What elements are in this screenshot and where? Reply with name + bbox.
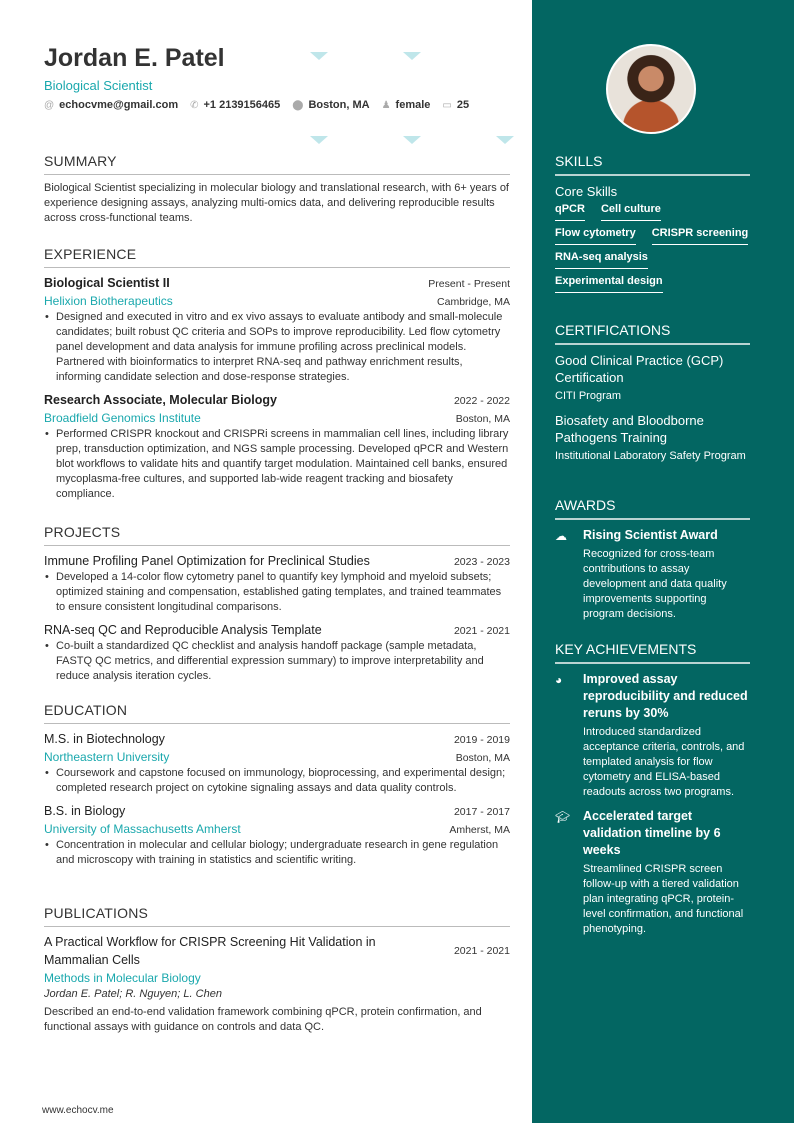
achievement-title: Accelerated target validation timeline by 6 weeks <box>583 809 721 857</box>
achievements-section <box>555 641 750 945</box>
employer: Broadfield Genomics Institute <box>44 411 201 425</box>
skill-list <box>555 203 750 299</box>
school: University of Massachusetts Amherst <box>44 822 241 836</box>
education-bullet: • Coursework and capstone focused on immunology, bioprocessing, and experimental design; completed research project on cytokine signaling assays and data quality controls. <box>44 766 510 796</box>
decor-triangle <box>496 136 514 144</box>
summary-section <box>44 153 510 226</box>
skills-section <box>555 153 750 299</box>
publication-dates: 2021 - 2021 <box>453 945 510 957</box>
job-bullet: • Performed CRISPR knockout and CRISPRi screens in mammalian cell lines, including library prep, transduction optimization, and NGS sample processing. Developed qPCR and Western blot workflows to validate hits and quantify target modulation. Maintained cell banks, ensured mycoplasma-free cultures, and supported lab-wide reagent tracking and biosafety compliance. <box>44 427 510 502</box>
candidate-name: Jordan E. Patel <box>44 44 225 72</box>
employer: Helixion Biotherapeutics <box>44 294 173 308</box>
contact-email[interactable]: @ echocvme@gmail.com <box>44 99 179 111</box>
project-item <box>44 621 510 684</box>
summary-text: Biological Scientist specializing in molecular biology and translational research, with 6+ years of experience designing assays, analyzing multi-omics data, and delivering reproducible results across cross-functional teams. <box>44 182 509 224</box>
decor-triangle <box>310 136 328 144</box>
publication-authors: Jordan E. Patel; R. Nguyen; L. Chen <box>44 988 222 1000</box>
projects-section <box>44 524 510 690</box>
certification-name: Good Clinical Practice (GCP) Certification <box>555 353 724 385</box>
experience-section <box>44 246 510 508</box>
publication-description: Described an end-to-end validation framework combining qPCR, protein confirmation, and functional assays with guidance on controls and data QC. <box>44 1006 482 1033</box>
project-dates: 2023 - 2023 <box>453 556 510 568</box>
project-item <box>44 552 510 615</box>
contact-bar <box>44 99 469 111</box>
graduation-cap-icon: 🎓︎ <box>555 810 571 824</box>
degree: M.S. in Biotechnology <box>44 732 165 746</box>
achievement-description: Introduced standardized acceptance criteria, controls, and templated analysis for flow cytometry and ELISA-based readouts across two programs. <box>583 726 745 798</box>
project-bullet: • Developed a 14-color flow cytometry panel to quantify key lymphoid and myeloid subsets; optimized staining and compensation, established gating templates, and trained teammates to ensure consistent longitudinal comparisons. <box>44 570 510 615</box>
degree: B.S. in Biology <box>44 804 126 818</box>
decor-triangle <box>403 52 421 60</box>
project-dates: 2021 - 2021 <box>453 625 510 637</box>
skill-chip: Experimental design <box>555 275 663 293</box>
education-bullet: • Concentration in molecular and cellular biology; undergraduate research in gene regulation and microscopy with training in statistics and scientific writing. <box>44 838 510 868</box>
calendar-icon: ▭ <box>442 100 452 111</box>
project-title: Immune Profiling Panel Optimization for Preclinical Studies <box>44 554 370 568</box>
person-icon: ♟ <box>381 100 391 111</box>
cloud-icon: ☁ <box>555 529 567 543</box>
location-pin-icon: ⬤ <box>292 100 304 111</box>
experience-item <box>44 391 510 502</box>
section-heading: SUMMARY <box>44 153 510 175</box>
candidate-title: Biological Scientist <box>44 78 153 93</box>
skill-chip: qPCR <box>555 203 585 221</box>
education-item <box>44 730 510 796</box>
achievement-description: Streamlined CRISPR screen follow-up with a tiered validation plan integrating qPCR, protein-level confirmation, and functional phenotyping. <box>583 863 744 935</box>
contact-phone: ✆ +1 2139156465 <box>190 99 281 111</box>
contact-age: ▭ 25 <box>442 99 470 111</box>
skill-chip: Cell culture <box>601 203 661 221</box>
section-heading: SKILLS <box>555 153 750 176</box>
education-item <box>44 802 510 868</box>
phone-icon: ✆ <box>190 100 199 111</box>
pie-chart-icon: ◕ <box>555 673 563 687</box>
publication-title: A Practical Workflow for CRISPR Screening Hit Validation in Mammalian Cells <box>44 935 376 967</box>
certification-issuer: CITI Program <box>555 390 622 402</box>
project-bullet: • Co-built a standardized QC checklist and analysis handoff package (sample metadata, FASTQ QC metrics, and differential expression summary) to improve interpretability and reduce analysis iteration cycles. <box>44 639 510 684</box>
school: Northeastern University <box>44 750 170 764</box>
award-description: Recognized for cross-team contributions to assay development and data quality improvements supporting program decisions. <box>583 548 727 620</box>
award-title: Rising Scientist Award <box>583 528 718 542</box>
certification-name: Biosafety and Bloodborne Pathogens Training <box>555 413 704 445</box>
award-item <box>555 527 750 622</box>
job-location: Boston, MA <box>455 413 510 425</box>
certification-issuer: Institutional Laboratory Safety Program <box>555 450 746 462</box>
publications-section <box>44 905 510 1035</box>
job-location: Cambridge, MA <box>437 296 510 308</box>
decor-triangle <box>403 136 421 144</box>
skill-group-title: Core Skills <box>555 184 618 199</box>
job-dates: Present - Present <box>428 278 510 290</box>
section-heading: KEY ACHIEVEMENTS <box>555 641 750 664</box>
contact-location: ⬤ Boston, MA <box>292 99 370 111</box>
achievement-item <box>555 671 750 800</box>
education-section <box>44 702 510 874</box>
achievement-title: Improved assay reproducibility and reduced reruns by 30% <box>583 672 748 720</box>
job-title: Research Associate, Molecular Biology <box>44 393 277 407</box>
achievement-item <box>555 808 750 937</box>
experience-item <box>44 274 510 385</box>
school-location: Amherst, MA <box>449 824 510 836</box>
job-dates: 2022 - 2022 <box>453 395 510 407</box>
awards-section <box>555 497 750 630</box>
project-title: RNA-seq QC and Reproducible Analysis Template <box>44 623 322 637</box>
section-heading: AWARDS <box>555 497 750 520</box>
decor-triangle <box>310 52 328 60</box>
section-heading: PROJECTS <box>44 524 510 546</box>
skill-chip: RNA-seq analysis <box>555 251 648 269</box>
section-heading: CERTIFICATIONS <box>555 322 750 345</box>
publication-journal: Methods in Molecular Biology <box>44 971 201 985</box>
at-icon: @ <box>44 100 55 111</box>
section-heading: EXPERIENCE <box>44 246 510 268</box>
profile-photo <box>606 44 696 134</box>
section-heading: EDUCATION <box>44 702 510 724</box>
school-location: Boston, MA <box>455 752 510 764</box>
contact-gender: ♟ female <box>381 99 431 111</box>
education-dates: 2017 - 2017 <box>453 806 510 818</box>
job-title: Biological Scientist II <box>44 276 170 290</box>
education-dates: 2019 - 2019 <box>453 734 510 746</box>
certifications-section <box>555 322 750 472</box>
job-bullet: • Designed and executed in vitro and ex vivo assays to evaluate antibody and small-molecule candidates; built robust QC criteria and SOPs to improve reproducibility. Led flow cytometry panel development and data analysis for immune profiling across preclinical models. Partnered with bioinformatics to interpret RNA-seq and pathway enrichment results, informing candidate selection and dose-response strategies. <box>44 310 510 385</box>
skill-chip: Flow cytometry <box>555 227 636 245</box>
section-heading: PUBLICATIONS <box>44 905 510 927</box>
skill-chip: CRISPR screening <box>652 227 749 245</box>
footer-website[interactable]: www.echocv.me <box>42 1105 114 1116</box>
